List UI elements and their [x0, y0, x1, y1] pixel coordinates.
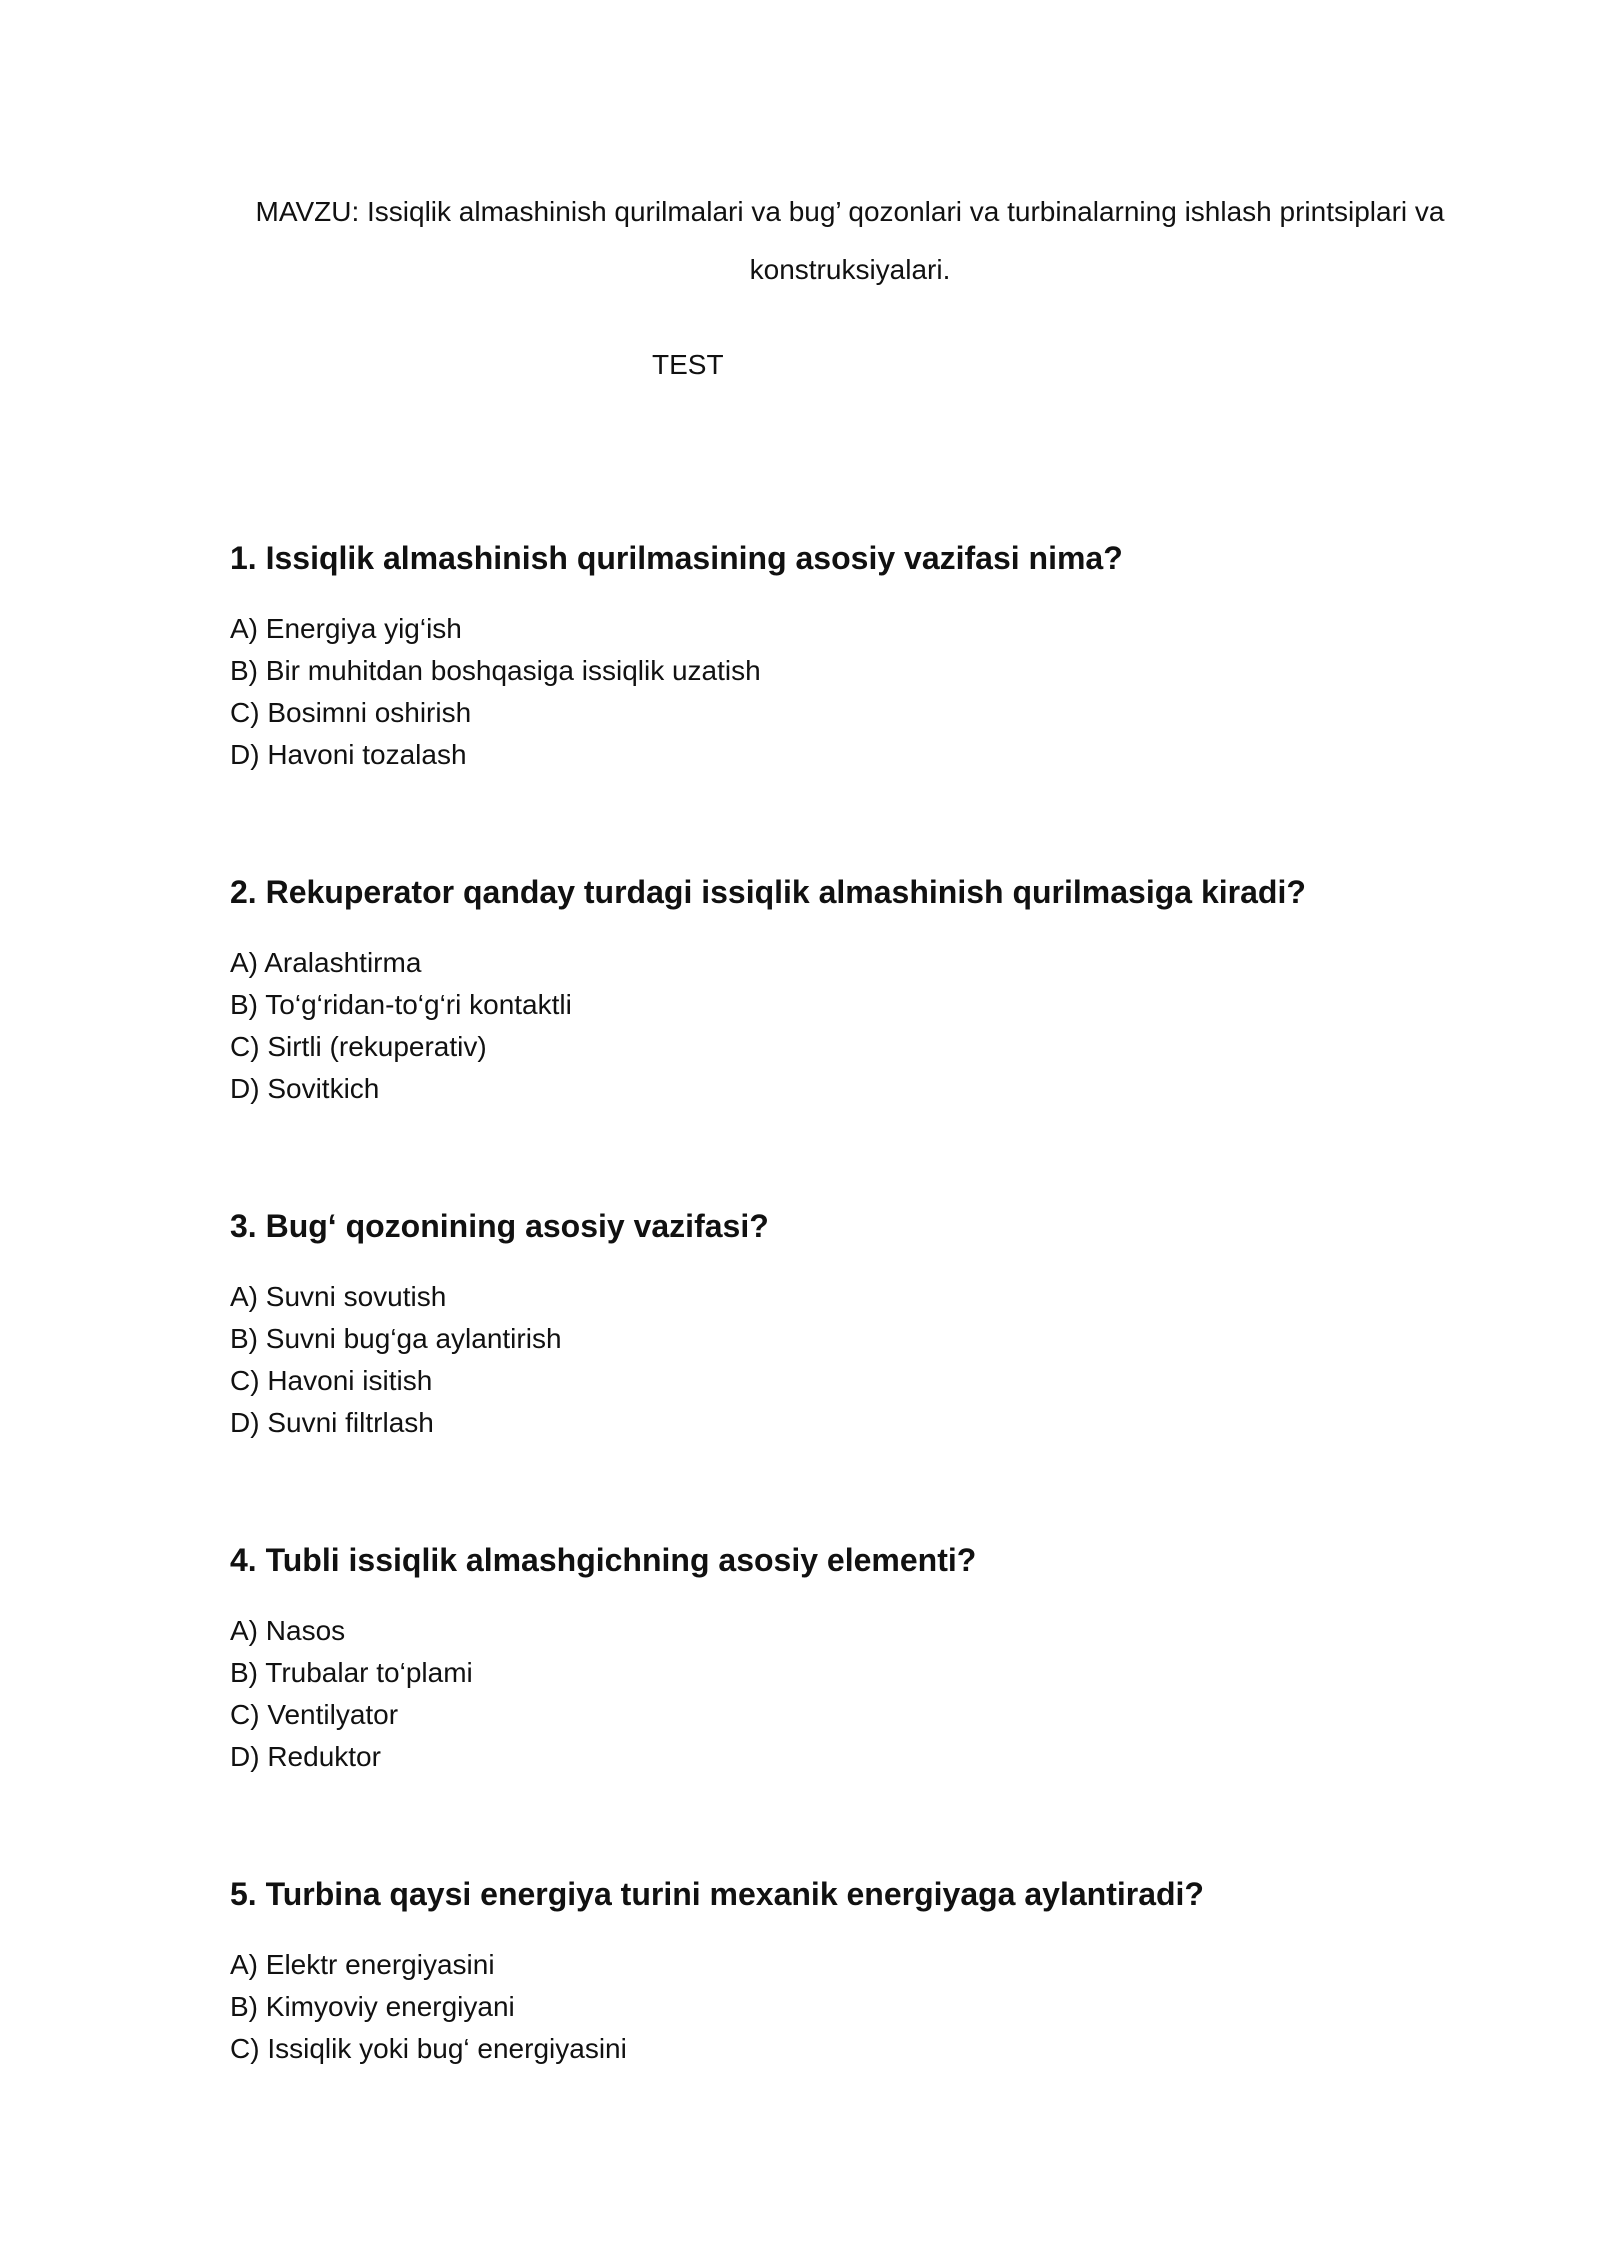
option-a: A) Elektr energiyasini: [230, 1949, 495, 1980]
option-c: C) Bosimni oshirish: [230, 697, 472, 728]
question-1: [230, 538, 1490, 776]
option-a: A) Energiya yig‘ish: [230, 613, 462, 644]
question-2: [230, 872, 1490, 1110]
option-a: A) Aralashtirma: [230, 947, 422, 978]
option-d: D) Sovitkich: [230, 1073, 380, 1104]
option-b: B) Bir muhitdan boshqasiga issiqlik uzatish: [230, 655, 761, 686]
option-c: C) Havoni isitish: [230, 1365, 433, 1396]
question-title: 3. Bug‘ qozonining asosiy vazifasi?: [230, 1208, 769, 1244]
option-b: B) To‘g‘ridan-to‘g‘ri kontaktli: [230, 989, 572, 1020]
option-d: D) Reduktor: [230, 1741, 381, 1772]
question-4: [230, 1540, 1490, 1778]
option-a: A) Nasos: [230, 1615, 346, 1646]
option-b: B) Trubalar to‘plami: [230, 1657, 473, 1688]
question-title: 1. Issiqlik almashinish qurilmasining asosiy vazifasi nima?: [230, 540, 1123, 576]
option-b: B) Suvni bug‘ga aylantirish: [230, 1323, 562, 1354]
option-c: C) Ventilyator: [230, 1699, 399, 1730]
option-a: A) Suvni sovutish: [230, 1281, 447, 1312]
option-d: D) Suvni filtrlash: [230, 1407, 434, 1438]
question-title: 2. Rekuperator qanday turdagi issiqlik almashinish qurilmasiga kiradi?: [230, 874, 1306, 910]
option-c: C) Issiqlik yoki bug‘ energiyasini: [230, 2033, 627, 2064]
option-b: B) Kimyoviy energiyani: [230, 1991, 515, 2022]
option-d: D) Havoni tozalash: [230, 739, 467, 770]
option-c: C) Sirtli (rekuperativ): [230, 1031, 487, 1062]
question-5: [230, 1874, 1490, 2070]
question-3: [230, 1206, 1490, 1444]
test-label: TEST: [652, 349, 724, 380]
topic-heading: MAVZU: Issiqlik almashinish qurilmalari va bug’ qozonlari va turbinalarning ishlash printsiplari va konstruksiyalari.: [255, 196, 1445, 285]
question-title: 4. Tubli issiqlik almashgichning asosiy elementi?: [230, 1542, 977, 1578]
question-title: 5. Turbina qaysi energiya turini mexanik energiyaga aylantiradi?: [230, 1876, 1204, 1912]
